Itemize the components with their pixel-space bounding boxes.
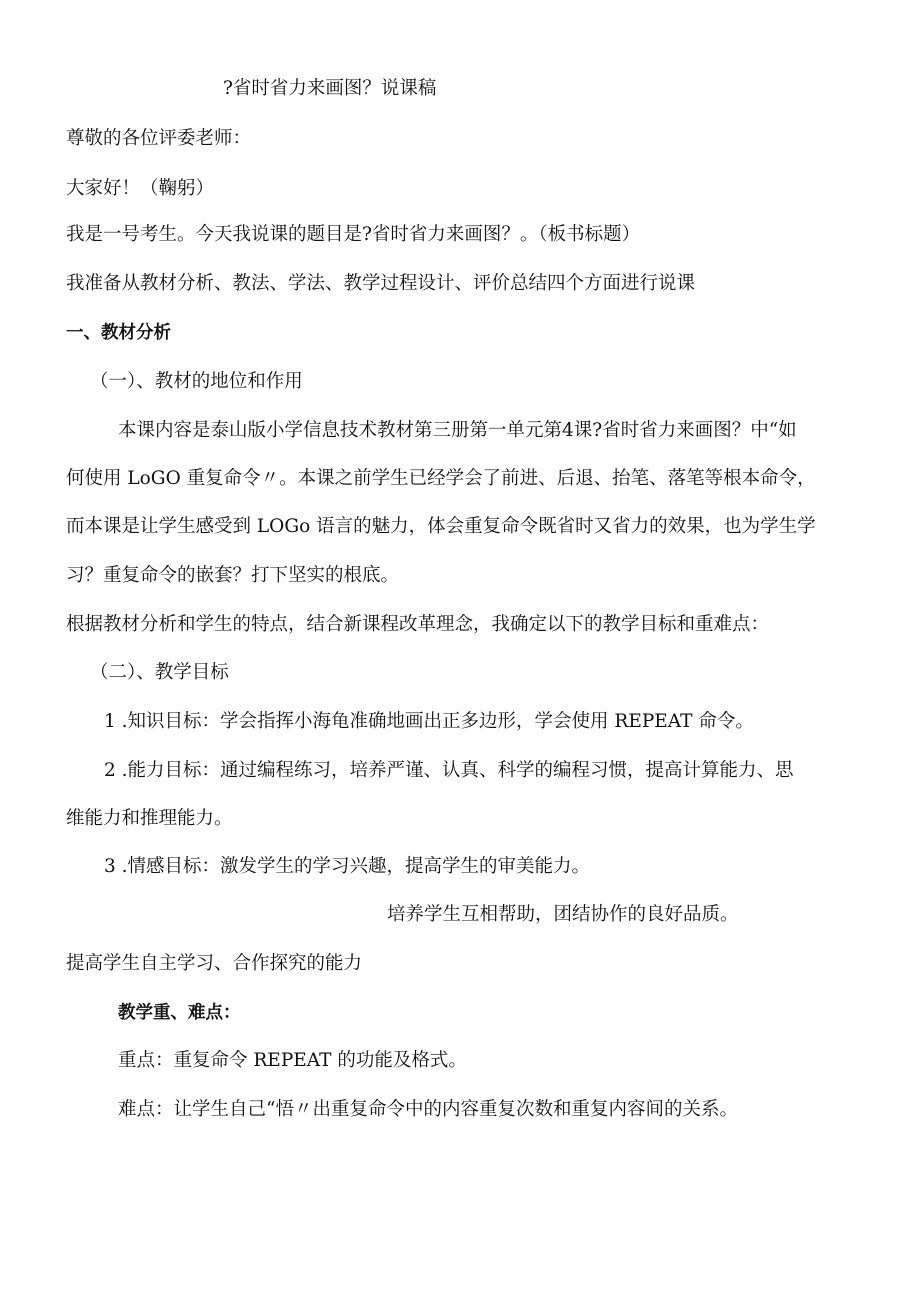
paragraph-line: 何使用 LoGO 重复命令〃。本课之前学生已经学会了前进、后退、抬笔、落笔等根本命令， — [66, 468, 816, 489]
document-title: ?省时省力来画图？说课稿 — [223, 78, 437, 99]
paragraph-line: 而本课是让学生感受到 LOGo 语言的魅力，体会重复命令既省时又省力的效果，也为学生学 — [66, 516, 816, 537]
paragraph-line: 本课内容是泰山版小学信息技术教材第三册第一单元第4课?省时省力来画图？中“如 — [118, 420, 797, 441]
difficult-point: 难点：让学生自己“悟〃出重复命令中的内容重复次数和重复内容间的关系。 — [118, 1099, 738, 1120]
goal-emotion: 3 .情感目标：激发学生的学习兴趣，提高学生的审美能力。 — [104, 856, 591, 877]
paragraph-line: 习？重复命令的嵌套？打下坚实的根底。 — [66, 565, 400, 586]
plan-line: 我准备从教材分析、教法、学法、教学过程设计、评价总结四个方面进行说课 — [66, 273, 696, 294]
keypoints-heading: 教学重、难点： — [118, 1003, 241, 1023]
subsection-heading: （二）、教学目标 — [90, 662, 229, 683]
goal-ability: 2 .能力目标：通过编程练习，培养严谨、认真、科学的编程习惯，提高计算能力、思 — [104, 760, 794, 781]
goal-emotion-cont: 培养学生互相帮助，团结协作的良好品质。 — [387, 904, 739, 925]
hello-line: 大家好！（鞠躬） — [66, 178, 215, 199]
basis-line: 根据教材分析和学生的特点，结合新课程改革理念，我确定以下的教学目标和重难点： — [66, 614, 770, 635]
key-point: 重点：重复命令 REPEAT 的功能及格式。 — [118, 1050, 467, 1071]
section-heading: 一、教材分析 — [66, 323, 171, 343]
goal-ability-cont: 维能力和推理能力。 — [66, 808, 233, 829]
intro-line: 我是一号考生。今天我说课的题目是?省时省力来画图？。（板书标题） — [66, 224, 641, 245]
goal-knowledge: 1 .知识目标：学会指挥小海龟准确地画出正多边形，学会使用 REPEAT 命令。 — [104, 711, 754, 732]
goal-extra: 提高学生自主学习、合作探究的能力 — [66, 953, 363, 974]
subsection-heading: （一）、教材的地位和作用 — [90, 371, 303, 392]
greeting: 尊敬的各位评委老师： — [66, 128, 252, 149]
